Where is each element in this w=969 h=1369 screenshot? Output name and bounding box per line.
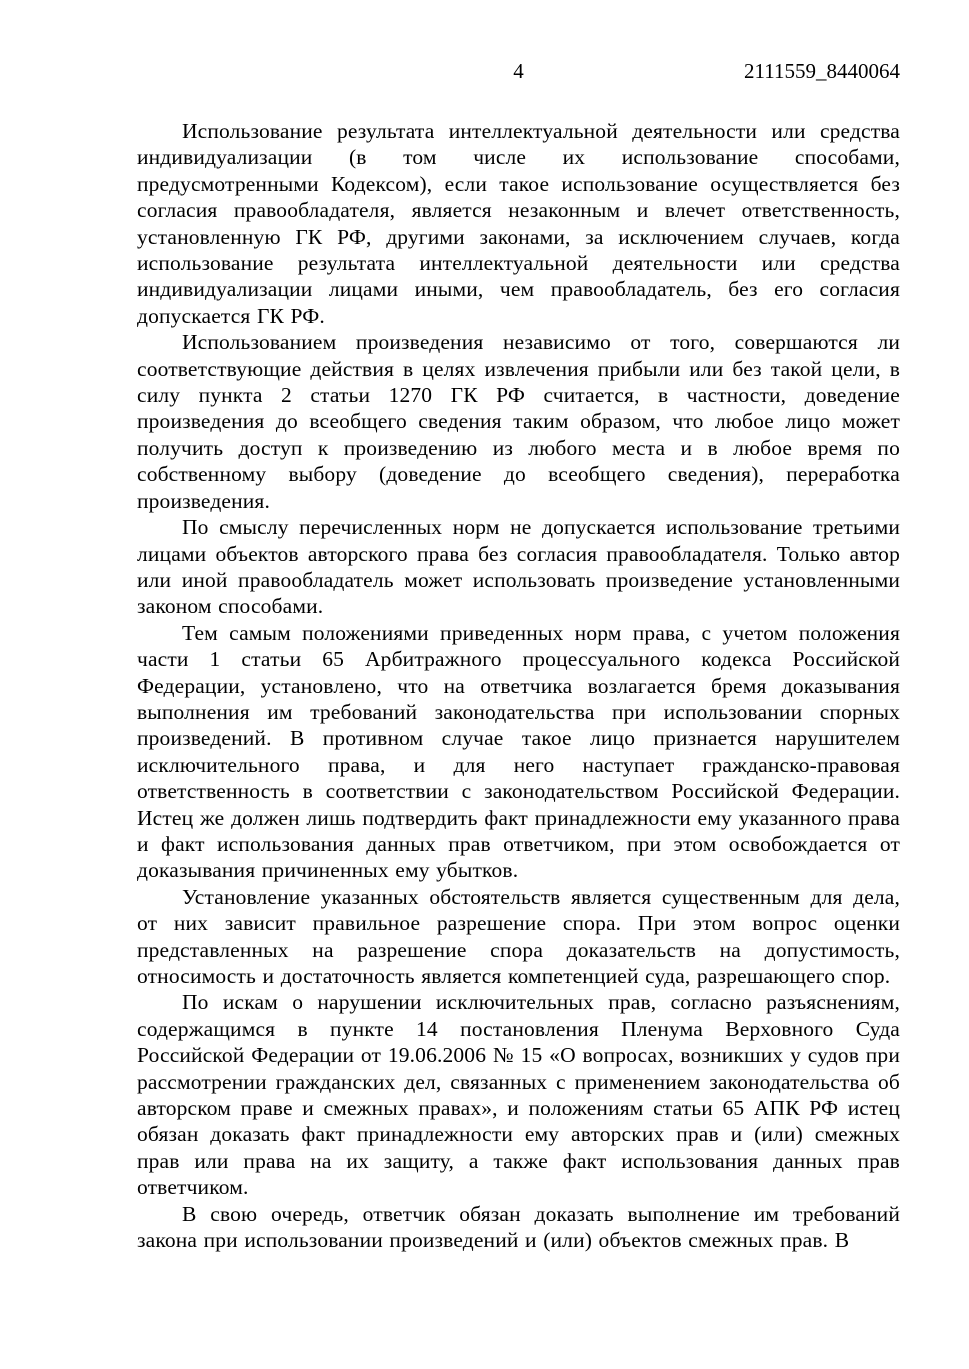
paragraph-1: Использование результата интеллектуальной деятельности или средства индивидуализации (в том числе их использование способами, предусмотренными Кодексом), если такое использование осуществляется без согласия правообладателя, является незаконным и влечет ответственность, установленную ГК РФ, другими законами, за исключением случаев, когда использование результата интеллектуальной деятельности или средства индивидуализации лицами иными, чем правообладатель, без его согласия допускается ГК РФ. <box>137 119 900 328</box>
page-content <box>137 58 900 1253</box>
paragraph-7: В свою очередь, ответчик обязан доказать выполнение им требований закона при использовании произведений и (или) объектов смежных прав. В <box>137 1201 900 1253</box>
paragraph-4: Тем самым положениями приведенных норм права, с учетом положения части 1 статьи 65 Арбитражного процессуального кодекса Российской Федерации, установлено, что на ответчика возлагается бремя доказывания выполнения им требований законодательства при использовании спорных произведений. В противном случае такое лицо признается нарушителем исключительного права, и для него наступает гражданско-правовая ответственность в соответствии с законодательством Российской Федерации. Истец же должен лишь подтвердить факт принадлежности ему указанного права и факт использования данных прав ответчиком, при этом освобождается от доказывания причиненных ему убытков. <box>137 620 900 883</box>
paragraph-2: Использованием произведения независимо от того, совершаются ли соответствующие действия в целях извлечения прибыли или без такой цели, в силу пункта 2 статьи 1270 ГК РФ считается, в частности, доведение произведения до всеобщего сведения таким образом, что любое лицо может получить доступ к произведению из любого места и в любое время по собственному выбору (доведение до всеобщего сведения), переработка произведения. <box>137 330 900 513</box>
paragraph-6: По искам о нарушении исключительных прав, согласно разъяснениям, содержащимся в пункте 14 постановления Пленума Верховного Суда Российской Федерации от 19.06.2006 № 15 «О вопросах, возникших у судов при рассмотрении гражданских дел, связанных с применением законодательства об авторском праве и смежных правах», и положениям статьи 65 АПК РФ истец обязан доказать факт принадлежности ему авторских прав и (или) смежных прав или права на их защиту, а также факт использования данных прав ответчиком. <box>137 990 900 1200</box>
paragraph-3: По смыслу перечисленных норм не допускается использование третьими лицами объектов авторского права без согласия правообладателя. Только автор или иной правообладатель может использовать произведение установленными законом способами. <box>137 515 900 619</box>
paragraph-5: Установление указанных обстоятельств является существенным для дела, от них зависит правильное разрешение спора. При этом вопрос оценки представленных на разрешение спора доказательств на допустимость, относимость и достаточность является компетенцией суда, разрешающего спор. <box>137 884 900 988</box>
page-number: 4 <box>513 59 524 83</box>
document-id: 2111559_8440064 <box>744 59 900 83</box>
page-header <box>137 58 900 84</box>
document-body <box>137 118 900 1253</box>
